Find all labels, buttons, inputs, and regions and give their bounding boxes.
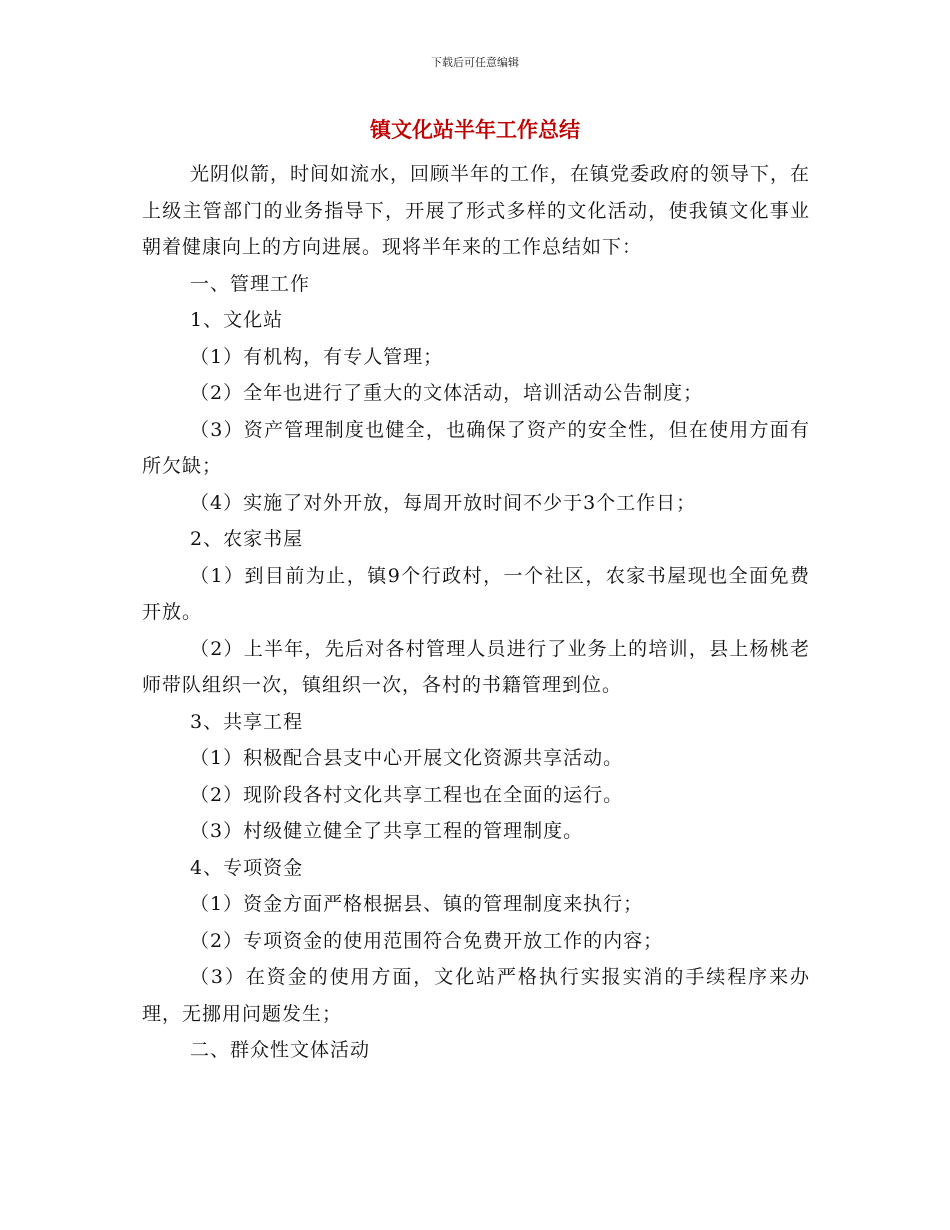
list-item: （2）上半年，先后对各村管理人员进行了业务上的培训，县上杨桃老师带队组织一次，镇组织一次，各村的书籍管理到位。 bbox=[142, 637, 810, 696]
list-item: （1）有机构，有专人管理； bbox=[190, 345, 444, 368]
document-title: 镇文化站半年工作总结 bbox=[370, 118, 580, 142]
section-heading-activities: 二、群众性文体活动 bbox=[190, 1039, 371, 1061]
subheading-sharing-project: 3、共享工程 bbox=[190, 710, 304, 733]
list-item: （2）全年也进行了重大的文体活动，培训活动公告制度； bbox=[190, 382, 704, 404]
list-item: （3）资产管理制度也健全，也确保了资产的安全性，但在使用方面有所欠缺； bbox=[142, 418, 810, 477]
document-body bbox=[142, 156, 810, 1069]
list-item: （3）在资金的使用方面，文化站严格执行实报实消的手续程序来办理，无挪用问题发生； bbox=[142, 966, 810, 1025]
list-item: （2）现阶段各村文化共享工程也在全面的运行。 bbox=[190, 783, 624, 806]
subheading-farm-library: 2、农家书屋 bbox=[190, 528, 304, 550]
section-heading-management: 一、管理工作 bbox=[190, 272, 311, 295]
list-item: （1）积极配合县支中心开展文化资源共享活动。 bbox=[190, 747, 624, 769]
subheading-culture-station: 1、文化站 bbox=[190, 309, 284, 331]
page-header: 下载后可任意编辑 bbox=[431, 56, 519, 69]
list-item: （1）到目前为止，镇9个行政村，一个社区，农家书屋现也全面免费开放。 bbox=[142, 564, 810, 623]
list-item: （2）专项资金的使用范围符合免费开放工作的内容； bbox=[190, 929, 664, 952]
list-item: （1）资金方面严格根据县、镇的管理制度来执行； bbox=[190, 893, 644, 915]
list-item: （4）实施了对外开放，每周开放时间不少于3个工作日； bbox=[190, 491, 697, 514]
list-item: （3）村级健立健全了共享工程的管理制度。 bbox=[190, 820, 584, 842]
subheading-special-funds: 4、专项资金 bbox=[190, 856, 304, 879]
intro-paragraph: 光阴似箭，时间如流水，回顾半年的工作，在镇党委政府的领导下，在上级主管部门的业务指导下，开展了形式多样的文化活动，使我镇文化事业朝着健康向上的方向进展。现将半年来的工作总结如下： bbox=[142, 163, 811, 258]
